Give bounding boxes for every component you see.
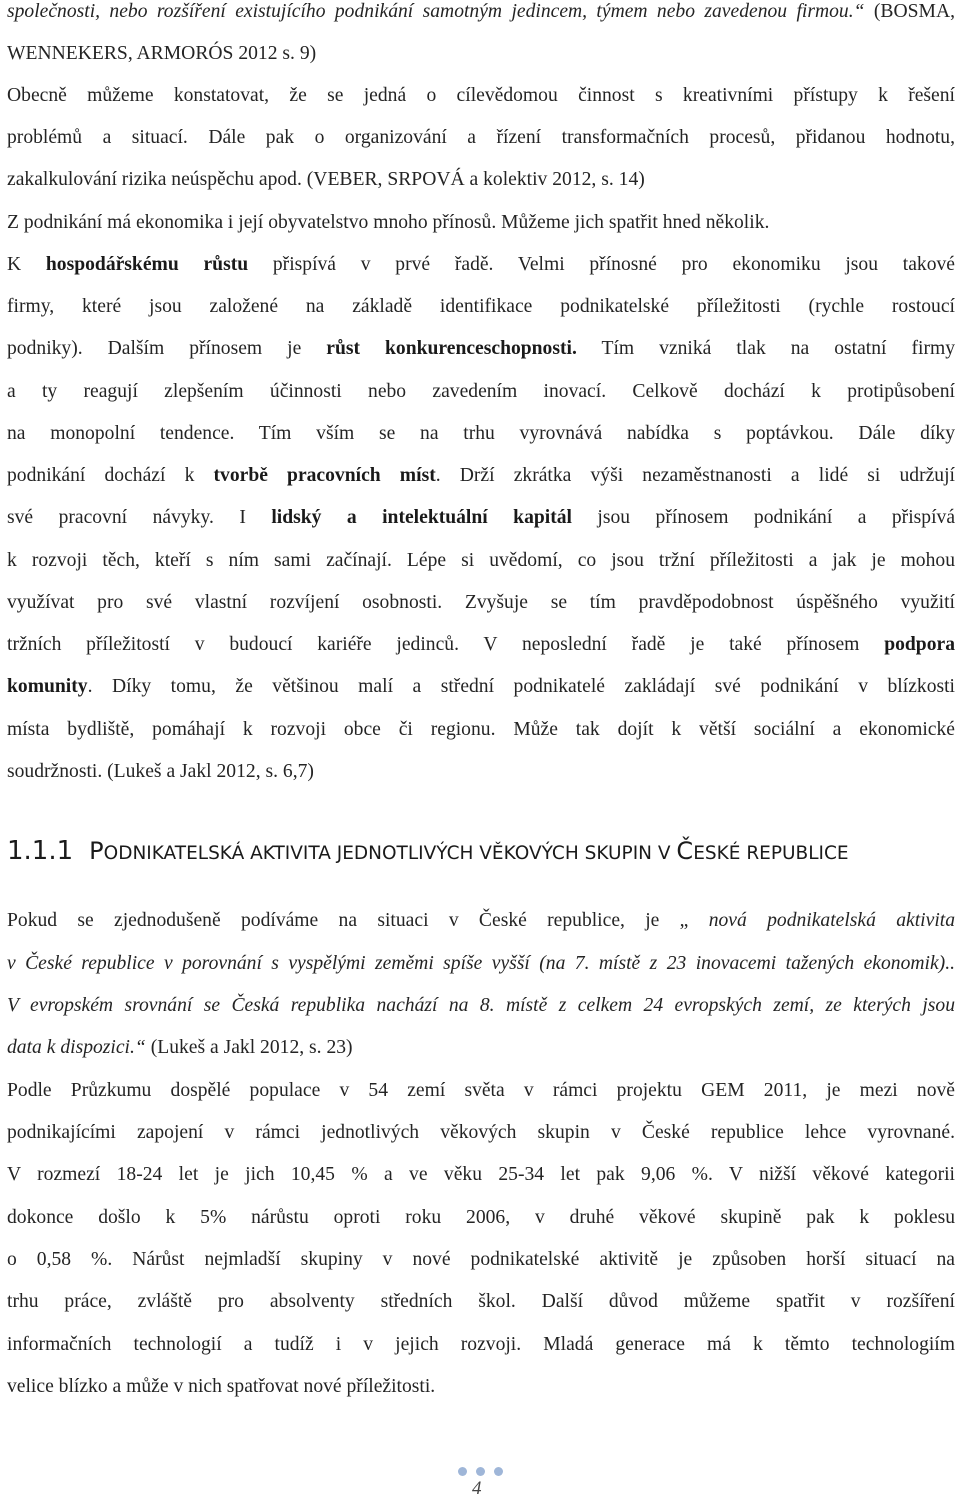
text-line <box>7 126 955 150</box>
text-segment: o 0,58 %. Nárůst nejmladší skupiny v nové podnikatelské aktivitě je způsoben horší situací na <box>7 1249 955 1270</box>
text-line <box>7 0 955 24</box>
text-line <box>7 1036 955 1060</box>
bold-text: tvorbě pracovních míst <box>213 465 436 486</box>
text-segment: K <box>7 254 46 275</box>
italic-text: nová podnikatelská aktivita <box>708 910 956 931</box>
footer-dot <box>458 1467 467 1476</box>
text-line <box>7 909 955 933</box>
footer-dot <box>494 1467 503 1476</box>
text-segment: firmy, které jsou založené na základě identifikace podnikatelské příležitosti (rychle rostoucí <box>7 296 955 317</box>
text-line <box>7 952 955 976</box>
text-line <box>7 1206 955 1230</box>
text-line <box>7 380 955 404</box>
text-segment: k rozvoji těch, kteří s ním sami začínají. Lépe si uvědomí, co jsou tržní příležitosti a jak je mohou <box>7 550 955 571</box>
text-line <box>7 211 955 235</box>
text-segment: V rozmezí 18-24 let je jich 10,45 % a ve věku 25-34 let pak 9,06 %. V nižší věkové kategorii <box>7 1164 955 1185</box>
text-segment: a ty reagují zlepšením účinnosti nebo zavedením inovací. Celkově dochází k protipůsobení <box>7 381 955 402</box>
heading-part: ODNIKATELSKÁ AKTIVITA JEDNOTLIVÝCH VĚKOVÝCH SKUPIN V <box>103 843 677 864</box>
text-segment: (Lukeš a Jakl 2012, s. 23) <box>145 1037 353 1058</box>
italic-text: V evropském srovnání se Česká republika nachází na 8. místě z celkem 24 evropských zemí, ze kterých jsou <box>7 995 955 1016</box>
bold-text: lidský a intelektuální kapitál <box>271 507 572 528</box>
text-line <box>7 42 955 66</box>
text-segment: podnikání dochází k <box>7 465 214 486</box>
text-segment: podnikajícími zapojení v rámci jednotlivých věkových skupin v České republice lehce vyrovnané. <box>7 1122 955 1143</box>
heading-part: ESKÉ REPUBLICE <box>693 843 849 864</box>
text-line <box>7 549 955 573</box>
text-line <box>7 168 955 192</box>
text-segment: soudržnosti. (Lukeš a Jakl 2012, s. 6,7) <box>7 761 314 782</box>
text-line <box>7 1333 955 1357</box>
text-segment: dokonce došlo k 5% nárůstu oproti roku 2006, v druhé věkové skupině pak k poklesu <box>7 1207 955 1228</box>
bold-text: podpora <box>884 634 955 655</box>
text-line <box>7 253 955 277</box>
section-heading <box>7 836 849 866</box>
text-line <box>7 591 955 615</box>
text-segment: Z podnikání má ekonomika i její obyvatelstvo mnoho přínosů. Můžeme jich spatřit hned několik. <box>7 212 770 233</box>
text-line <box>7 994 955 1018</box>
text-segment: Pokud se zjednodušeně podíváme na situaci v České republice, je „ <box>7 910 709 931</box>
italic-text: společnosti, nebo rozšíření existujícího podnikání samotným jedincem, týmem nebo zavedenou firmou.“ <box>7 1 874 22</box>
text-segment: jsou přínosem podnikání a přispívá <box>571 507 956 528</box>
text-line <box>7 1290 955 1314</box>
text-segment: Podle Průzkumu dospělé populace v 54 zemí světa v rámci projektu GEM 2011, je mezi nově <box>7 1080 955 1101</box>
text-line <box>7 295 955 319</box>
text-line <box>7 1121 955 1145</box>
text-line <box>7 675 955 699</box>
bold-text: komunity <box>7 676 88 697</box>
text-line <box>7 1248 955 1272</box>
page-footer-dots <box>458 1467 503 1476</box>
text-segment: místa bydliště, pomáhají k rozvoji obce či regionu. Může tak dojít k větší sociální a ekonomické <box>7 719 955 740</box>
text-segment: . Drží zkrátka výši nezaměstnanosti a lidé si udržují <box>435 465 955 486</box>
heading-part: P <box>89 837 104 865</box>
text-segment: . Díky tomu, že většinou malí a střední podnikatelé zakládají své podnikání v blízkosti <box>87 676 955 697</box>
page-number: 4 <box>472 1478 482 1499</box>
text-line <box>7 1079 955 1103</box>
text-line <box>7 84 955 108</box>
text-line <box>7 760 955 784</box>
text-segment: zakalkulování rizika neúspěchu apod. (VEBER, SRPOVÁ a kolektiv 2012, s. 14) <box>7 169 645 190</box>
italic-text: v České republice v porovnání s vyspělými zeměmi spíše vyšší (na 7. místě z 23 inovacemi tažených ekonomik).. <box>7 953 955 974</box>
text-segment: podniky). Dalším přínosem je <box>7 338 327 359</box>
italic-text: data k dispozici.“ <box>7 1037 146 1058</box>
text-segment: Tím vzniká tlak na ostatní firmy <box>576 338 956 359</box>
text-segment: na monopolní tendence. Tím vším se na trhu vyrovnává nabídka s poptávkou. Dále díky <box>7 423 955 444</box>
text-segment: velice blízko a může v nich spatřovat nové příležitosti. <box>7 1376 436 1397</box>
text-line <box>7 506 955 530</box>
bold-text: hospodářskému růstu <box>45 254 249 275</box>
text-segment: přispívá v prvé řadě. Velmi přínosné pro ekonomiku jsou takové <box>248 254 955 275</box>
text-segment: WENNEKERS, ARMORÓS 2012 s. 9) <box>7 43 317 64</box>
text-segment: Obecně můžeme konstatovat, že se jedná o cílevědomou činnost s kreativními přístupy k řešení <box>7 85 955 106</box>
text-segment: trhu práce, zvláště pro absolventy středních škol. Další důvod můžeme spatřit v rozšíření <box>7 1291 955 1312</box>
text-line <box>7 337 955 361</box>
text-line <box>7 464 955 488</box>
heading-part: Č <box>676 837 694 865</box>
text-segment: problémů a situací. Dále pak o organizování a řízení transformačních procesů, přidanou hodnotu, <box>7 127 955 148</box>
text-segment: (BOSMA, <box>873 1 955 22</box>
section-title <box>89 837 848 865</box>
text-line <box>7 1163 955 1187</box>
text-line <box>7 718 955 742</box>
footer-dot <box>476 1467 485 1476</box>
text-segment: využívat pro své vlastní rozvíjení osobnosti. Zvyšuje se tím pravděpodobnost úspěšného využití <box>7 592 955 613</box>
bold-text: růst konkurenceschopnosti. <box>326 338 577 359</box>
text-segment: své pracovní návyky. I <box>7 507 272 528</box>
text-line <box>7 633 955 657</box>
text-segment: tržních příležitostí v budoucí kariéře jedinců. V neposlední řadě je také přínosem <box>7 634 885 655</box>
section-number: 1.1.1 <box>7 836 74 866</box>
text-line <box>7 422 955 446</box>
text-segment: informačních technologií a tudíž i v jejich rozvoji. Mladá generace má k těmto technologiím <box>7 1334 955 1355</box>
text-line <box>7 1375 955 1399</box>
